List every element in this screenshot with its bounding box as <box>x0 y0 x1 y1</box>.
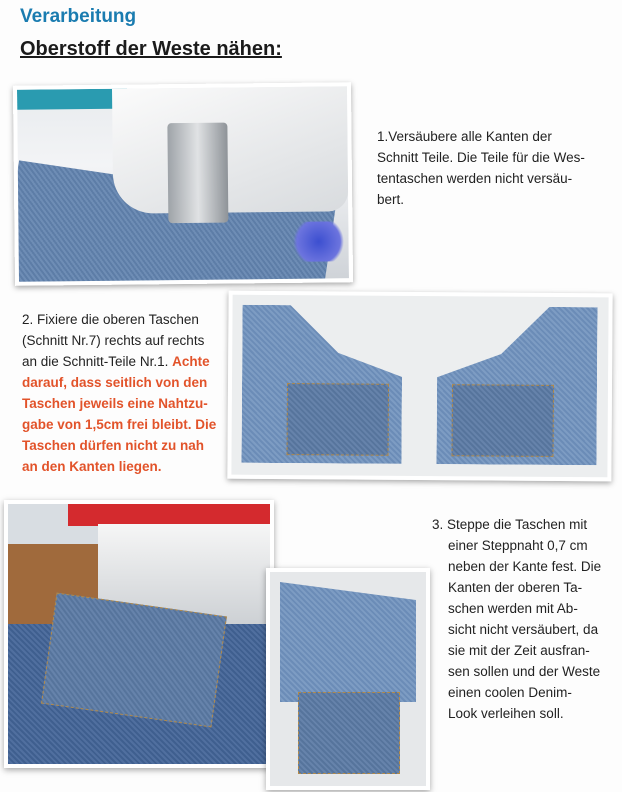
pocket-being-stitched <box>41 593 227 728</box>
step-2-line: (Schnitt Nr.7) rechts auf rechts <box>22 333 205 348</box>
step-2-warning-line: an den Kanten liegen. <box>22 459 162 474</box>
step-3-line: sicht nicht versäubert, da <box>448 622 599 637</box>
section-title: Verarbeitung <box>20 6 137 27</box>
step-3-line: Look verleihen soll. <box>448 706 564 721</box>
presser-foot <box>167 123 228 224</box>
overlock-machine <box>112 86 348 213</box>
stitched-pocket <box>298 692 400 774</box>
photo-overlocking-edges <box>13 82 353 286</box>
machine-cover <box>17 89 127 110</box>
machine-lid <box>68 504 270 526</box>
step-3-line: 3. Steppe die Taschen mit <box>432 517 588 532</box>
step-3-line: einen coolen Denim- <box>448 685 572 700</box>
step-2-warning-start: Achte <box>172 354 210 369</box>
step-3-line: Kanten der oberen Ta- <box>448 580 583 595</box>
step-1-line: bert. <box>377 192 405 207</box>
pocket-right <box>452 384 555 457</box>
vest-front-piece <box>280 582 416 702</box>
thread-scraps <box>288 221 348 262</box>
step-1-line: Schnitt Teile. Die Teile für die Wes- <box>377 150 585 165</box>
step-3-line: neben der Kante fest. Die <box>448 559 602 574</box>
photo-stitching-pocket <box>4 500 274 768</box>
photo-pockets-pinned <box>227 291 612 482</box>
step-2-warning-line: Taschen jeweils eine Nahtzu- <box>22 396 208 411</box>
step-3-line: sie mit der Zeit ausfran- <box>448 643 590 658</box>
step-2-warning-line: darauf, dass seitlich von den <box>22 375 208 390</box>
step-1-text <box>377 126 597 210</box>
step-3-line: schen werden mit Ab- <box>448 601 578 616</box>
pocket-left <box>287 383 390 456</box>
step-2-line: 2. Fixiere die oberen Taschen <box>22 312 199 327</box>
step-3-line: sen sollen und der Weste <box>448 664 601 679</box>
step-1-line: tentaschen werden nicht versäu- <box>377 171 573 186</box>
page-heading: Oberstoff der Weste nähen: <box>20 38 282 60</box>
photo-finished-piece <box>266 568 430 790</box>
step-3-line: einer Steppnaht 0,7 cm <box>448 538 588 553</box>
step-2-warning-line: gabe von 1,5cm frei bleibt. Die <box>22 417 217 432</box>
step-3-text <box>432 514 617 724</box>
step-1-line: 1.Versäubere alle Kanten der <box>377 129 552 144</box>
step-2-text <box>22 309 222 477</box>
step-2-plain-fragment: an die Schnitt-Teile Nr.1. <box>22 354 173 369</box>
step-2-warning-line: Taschen dürfen nicht zu nah <box>22 438 205 453</box>
step-2-line <box>22 351 222 372</box>
